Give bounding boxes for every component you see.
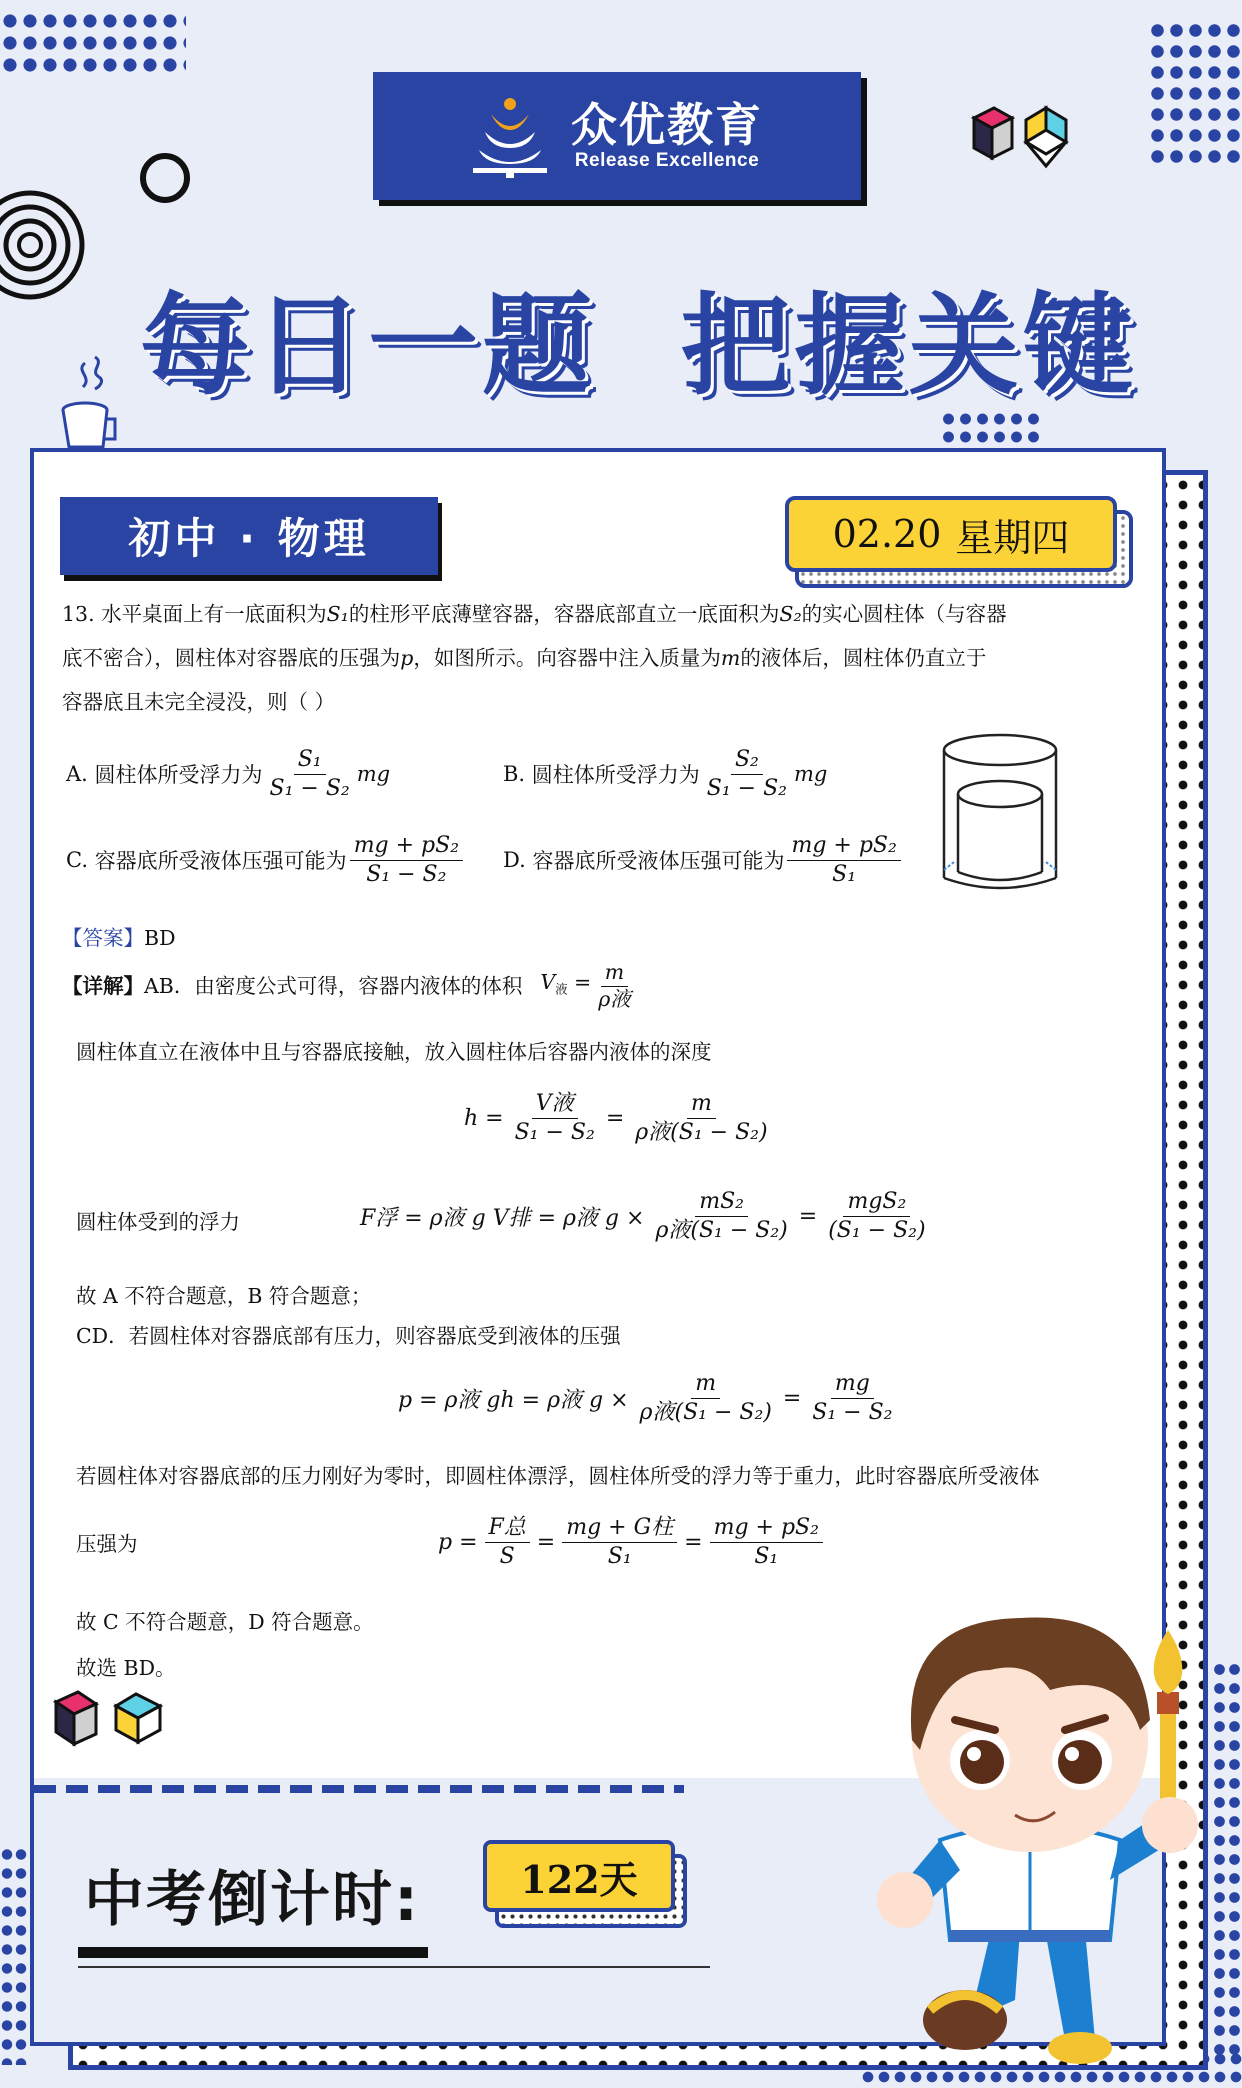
question-stem xyxy=(62,592,1122,724)
explanation-line-2: 圆柱体直立在液体中且与容器底接触，放入圆柱体后容器内液体的深度 xyxy=(76,1040,712,1064)
brand-mark-icon xyxy=(471,94,549,178)
answer-line xyxy=(62,916,1122,960)
underline-thick xyxy=(78,1947,428,1958)
brand-name-en: Release Excellence xyxy=(574,150,760,172)
fraction: $\frac{\text{mg + pS₂}}{\text{S₁}}$ xyxy=(787,832,900,888)
option-a[interactable]: A. 圆柱体所受浮力为 $\frac{\text{S₁}}{\text{S₁ − S₂}}$ mg xyxy=(66,747,391,801)
answer-label: 【答案】 xyxy=(62,926,144,950)
formula-depth: h = $\frac{\text{V液}}{\text{S₁ − S₂}}$ = $\frac{m}{\text{ρ液(S₁ − S₂)}}$ xyxy=(464,1090,775,1146)
underline-thin xyxy=(78,1966,710,1968)
fraction: $\frac{m}{\text{ρ液(S₁ − S₂)}}$ xyxy=(639,1371,772,1425)
stem-line-1: 13. 水平桌面上有一底面积为S₁的柱形平底薄壁容器，容器底部直立一底面积为S₂的实心圆柱体（与容器 xyxy=(62,602,1007,626)
page-title: 每日一题 把握关键 xyxy=(140,282,1137,410)
date-badge xyxy=(785,496,1125,580)
fraction: $\frac{\text{mg + G柱}}{\text{S₁}}$ xyxy=(562,1514,677,1570)
explanation-line-1: 【详解】 AB．由密度公式可得，容器内液体的体积 $V_液$ = $\frac{m}{\text{ρ液}}$ xyxy=(62,960,1122,1012)
explanation-line-7: 压强为 xyxy=(76,1532,138,1556)
cubes-icon xyxy=(960,100,1090,190)
countdown-days-badge xyxy=(483,1840,683,1920)
option-d[interactable]: D. 容器底所受液体压强可能为 $\frac{\text{mg + pS₂}}{\text{S₁}}$ xyxy=(503,832,904,888)
explanation-line-4: 故 A 不符合题意，B 符合题意； xyxy=(76,1284,372,1308)
explanation-line-6: 若圆柱体对容器底部的压力刚好为零时，即圆柱体漂浮，圆柱体所受的浮力等于重力，此时容器底所受液体 xyxy=(76,1464,1040,1488)
explanation-line-9: 故选 BD。 xyxy=(76,1656,176,1680)
explanation-line-5: CD．若圆柱体对容器底部有压力，则容器底受到液体的压强 xyxy=(76,1324,621,1348)
stem-line-2: 底不密合），圆柱体对容器底的压强为p，如图所示。向容器中注入质量为m的液体后，圆柱体仍直立于 xyxy=(62,646,987,670)
stem-line-3: 容器底且未完全浸没，则（ ） xyxy=(62,690,336,714)
decor-dots-top-right xyxy=(1148,20,1242,170)
formula-pressure-1: p = ρ液 gh = ρ液 g × $\frac{m}{\text{ρ液(S₁ − S₂)}}$ = $\frac{mg}{\text{S₁ − S₂}}$ xyxy=(398,1370,900,1426)
fraction: $\frac{\text{S₂}}{\text{S₁ − S₂}}$ xyxy=(706,747,787,801)
option-b[interactable]: B. 圆柱体所受浮力为 $\frac{\text{S₂}}{\text{S₁ − S₂}}$ mg xyxy=(503,747,828,801)
formula-buoyancy: F浮 = ρ液 g V排 = ρ液 g × $\frac{\text{mS₂}}{\text{ρ液(S₁ − S₂)}}$ = $\frac{\text{mgS₂}}{\text{(S₁ − S₂)}}$ xyxy=(360,1188,933,1244)
explanation-line-8: 故 C 不符合题意，D 符合题意。 xyxy=(76,1610,374,1634)
decor-dots-right xyxy=(1212,1660,1242,2060)
fraction: $\frac{\text{mgS₂}}{\text{(S₁ − S₂)}}$ xyxy=(828,1189,926,1243)
fraction: $\frac{m}{\text{ρ液}}$ xyxy=(598,960,631,1011)
date-badge-face xyxy=(785,496,1117,572)
fraction: $\frac{\text{V液}}{\text{S₁ − S₂}}$ xyxy=(514,1091,595,1145)
cubes-icon xyxy=(50,1680,180,1760)
countdown-days: 122天 xyxy=(483,1840,675,1912)
fraction: $\frac{\text{mg + pS₂}}{\text{S₁}}$ xyxy=(710,1514,823,1570)
fraction: $\frac{\text{mg + pS₂}}{\text{S₁ − S₂}}$ xyxy=(350,832,463,888)
decor-dots-top-left xyxy=(0,10,186,74)
date-text: 02.20 xyxy=(832,512,942,556)
subject-tag: 初中 · 物理 xyxy=(60,497,438,575)
brand-name-cn: 众优教育 xyxy=(571,97,763,152)
explanation-label: 【详解】 xyxy=(62,974,144,999)
formula-pressure-2: p = $\frac{\text{F总}}{S}$ = $\frac{\text{mg + G柱}}{\text{S₁}}$ = $\frac{\text{mg + pS₂}}{\text{S₁}}$ xyxy=(438,1514,826,1570)
option-c[interactable]: C. 容器底所受液体压强可能为 $\frac{\text{mg + pS₂}}{\text{S₁ − S₂}}$ xyxy=(66,832,466,888)
decor-dots-left-bottom xyxy=(0,1845,28,2065)
brand-logo xyxy=(373,72,861,200)
dashed-divider xyxy=(34,1785,684,1793)
fraction: $\frac{m}{\text{ρ液(S₁ − S₂)}}$ xyxy=(635,1091,768,1145)
fraction: $\frac{\text{mS₂}}{\text{ρ液(S₁ − S₂)}}$ xyxy=(655,1189,788,1243)
fraction: $\frac{\text{S₁}}{\text{S₁ − S₂}}$ xyxy=(269,747,350,801)
answer-value: BD xyxy=(144,926,176,950)
weekday-text: 星期四 xyxy=(955,515,1070,560)
mascot-character xyxy=(870,1600,1210,2070)
cylinder-diagram xyxy=(940,732,1060,898)
countdown-label: 中考倒计时: xyxy=(84,1865,420,1935)
fraction: $\frac{mg}{\text{S₁ − S₂}}$ xyxy=(812,1371,893,1425)
coffee-cup-icon xyxy=(55,355,145,450)
explanation-line-3: 圆柱体受到的浮力 xyxy=(76,1210,240,1234)
fraction: $\frac{\text{F总}}{S}$ xyxy=(485,1514,530,1570)
